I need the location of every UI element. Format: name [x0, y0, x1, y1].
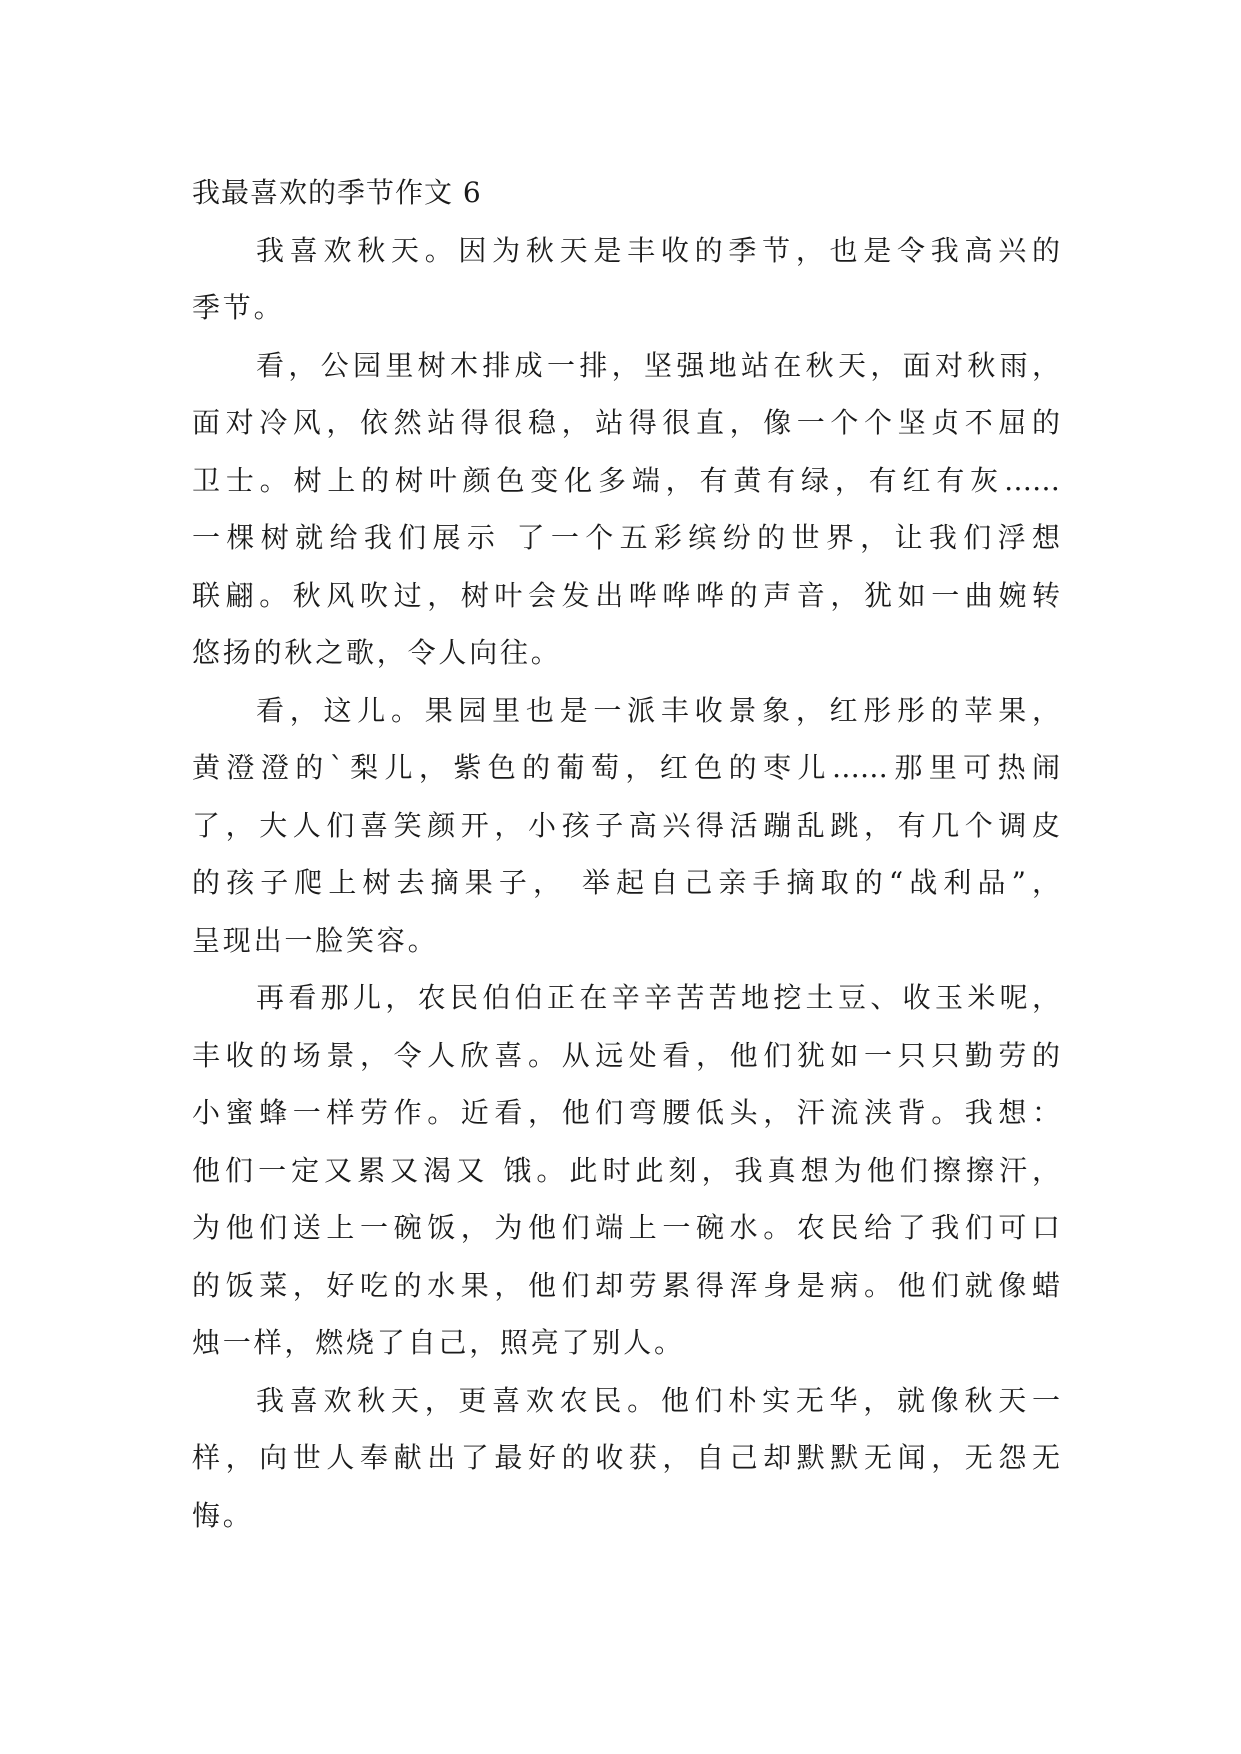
text-line: 的孩子爬上树去摘果子， 举起自己亲手摘取的“战利品”， — [192, 866, 1060, 899]
paragraph — [192, 1372, 1060, 1545]
text-line: 小蜜蜂一样劳作。近看，他们弯腰低头，汗流浃背。我想： — [192, 1096, 1060, 1129]
text-line: 的饭菜，好吃的水果，他们却劳累得浑身是病。他们就像蜡 — [192, 1268, 1060, 1302]
text-line: 样，向世人奉献出了最好的收获，自己却默默无闻，无怨无 — [192, 1441, 1060, 1474]
text-line: 悔。 — [192, 1498, 254, 1532]
text-line: 悠扬的秋之歌，令人向往。 — [192, 636, 562, 669]
paragraph — [192, 682, 1060, 970]
text-line: 看，这儿。果园里也是一派丰收景象，红彤彤的苹果， — [256, 693, 1060, 727]
text-line: 面对冷风，依然站得很稳，站得很直，像一个个坚贞不屈的 — [192, 406, 1060, 439]
text-line: 呈现出一脸笑容。 — [192, 923, 439, 957]
text-line: 卫士。树上的树叶颜色变化多端，有黄有绿，有红有灰…… — [192, 463, 1060, 497]
paragraph — [192, 337, 1060, 682]
document-title: 我最喜欢的季节作文 6 — [192, 176, 482, 209]
text-line: 我喜欢秋天，更喜欢农民。他们朴实无华，就像秋天一 — [256, 1383, 1060, 1417]
text-line: 再看那儿，农民伯伯正在辛辛苦苦地挖土豆、收玉米呢， — [256, 981, 1060, 1014]
text-line: 一棵树就给我们展示 了一个五彩缤纷的世界，让我们浮想 — [192, 521, 1060, 554]
text-line: 烛一样，燃烧了自己，照亮了别人。 — [192, 1326, 685, 1359]
text-line: 联翩。秋风吹过，树叶会发出哗哗哗的声音，犹如一曲婉转 — [192, 578, 1060, 612]
text-line: 我喜欢秋天。因为秋天是丰收的季节，也是令我高兴的 — [256, 233, 1060, 267]
document-body — [192, 164, 1060, 1544]
text-line: 为他们送上一碗饭，为他们端上一碗水。农民给了我们可口 — [192, 1211, 1060, 1244]
text-line: 丰收的场景，令人欣喜。从远处看，他们犹如一只只勤劳的 — [192, 1038, 1060, 1072]
text-line: 了，大人们喜笑颜开，小孩子高兴得活蹦乱跳，有几个调皮 — [192, 808, 1060, 842]
paragraph — [192, 222, 1060, 337]
paragraph — [192, 969, 1060, 1372]
text-line: 黄澄澄的`梨儿，紫色的葡萄，红色的枣儿……那里可热闹 — [192, 751, 1060, 784]
text-line: 季节。 — [192, 291, 285, 324]
text-line: 看，公园里树木排成一排，坚强地站在秋天，面对秋雨， — [256, 348, 1060, 382]
text-line: 他们一定又累又渴又 饿。此时此刻，我真想为他们擦擦汗， — [192, 1153, 1060, 1187]
